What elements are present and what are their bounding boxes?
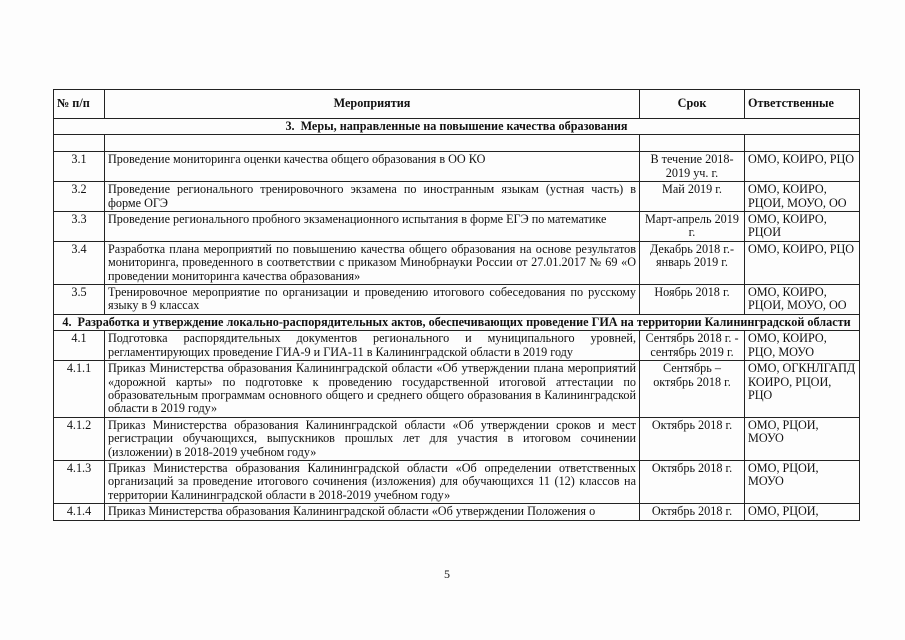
page-number: 5 bbox=[444, 567, 450, 581]
section-3-title: Меры, направленные на повышение качества образования bbox=[300, 119, 628, 133]
row-number: 4.1 bbox=[54, 331, 105, 361]
row-activity: Проведение регионального тренировочного экзамена по иностранным языкам (устная часть) в форме ОГЭ bbox=[105, 182, 640, 212]
row-responsible: ОМО, РЦОИ, bbox=[745, 504, 860, 520]
spacer-cell bbox=[640, 135, 745, 152]
section-3-heading bbox=[54, 119, 860, 135]
header-number: № п/п bbox=[54, 90, 105, 119]
row-activity: Проведение мониторинга оценки качества общего образования в ОО КО bbox=[105, 152, 640, 182]
row-activity: Проведение регионального пробного экзаменационного испытания в форме ЕГЭ по математике bbox=[105, 212, 640, 242]
table-row bbox=[54, 331, 860, 361]
activities-table bbox=[53, 89, 860, 521]
row-activity: Подготовка распорядительных документов регионального и муниципального уровней, регламентирующих проведение ГИА-9 и ГИА-11 в Калининградской области в 2019 году bbox=[105, 331, 640, 361]
row-responsible: ОМО, КОИРО, РЦОИ, МОУО, ОО bbox=[745, 285, 860, 315]
row-activity: Приказ Министерства образования Калининградской области «Об утверждении Положения о bbox=[105, 504, 640, 520]
section-4-heading bbox=[54, 314, 860, 330]
row-responsible: ОМО, КОИРО, РЦО, МОУО bbox=[745, 331, 860, 361]
row-activity: Приказ Министерства образования Калининградской области «Об определении ответственных организаций за проведение итогового сочинения (изложения) для обучающихся 11 (12) классов на территории Калининградской области в 2018-2019 учебном году» bbox=[105, 460, 640, 503]
row-number: 4.1.2 bbox=[54, 417, 105, 460]
row-activity: Приказ Министерства образования Калининградской области «Об утверждении плана мероприятий «дорожной карты» по подготовке к проведению государственной итоговой аттестации по образовательным программам основного общего и среднего общего образования в Калининградской области в 2019 году» bbox=[105, 361, 640, 418]
row-term: Ноябрь 2018 г. bbox=[640, 285, 745, 315]
row-term: Сентябрь 2018 г. - сентябрь 2019 г. bbox=[640, 331, 745, 361]
row-term: В течение 2018-2019 уч. г. bbox=[640, 152, 745, 182]
row-activity: Приказ Министерства образования Калининградской области «Об утверждении сроков и мест регистрации обучающихся, выпускников прошлых лет для участия в итоговом сочинении (изложении) в 2018-2019 учебном году» bbox=[105, 417, 640, 460]
row-responsible: ОМО, ОГКНЛГАПД КОИРО, РЦОИ, РЦО bbox=[745, 361, 860, 418]
table-header-row bbox=[54, 90, 860, 119]
spacer-cell bbox=[745, 135, 860, 152]
row-responsible: ОМО, КОИРО, РЦОИ, МОУО, ОО bbox=[745, 182, 860, 212]
header-activity: Мероприятия bbox=[105, 90, 640, 119]
section-3-number: 3. bbox=[285, 119, 295, 133]
table-row bbox=[54, 361, 860, 418]
spacer-cell bbox=[105, 135, 640, 152]
row-activity: Разработка плана мероприятий по повышению качества общего образования на основе результатов мониторинга, проведенного в соответствии с приказом Минобрнауки России от 27.01.2017 № 69 «О проведении мониторинга качества образования» bbox=[105, 241, 640, 284]
row-term: Декабрь 2018 г.- январь 2019 г. bbox=[640, 241, 745, 284]
row-number: 3.3 bbox=[54, 212, 105, 242]
row-term: Октябрь 2018 г. bbox=[640, 460, 745, 503]
row-responsible: ОМО, РЦОИ, МОУО bbox=[745, 460, 860, 503]
row-number: 3.4 bbox=[54, 241, 105, 284]
spacer-row bbox=[54, 135, 860, 152]
table-row bbox=[54, 460, 860, 503]
row-term: Май 2019 г. bbox=[640, 182, 745, 212]
row-term: Октябрь 2018 г. bbox=[640, 504, 745, 520]
row-number: 4.1.1 bbox=[54, 361, 105, 418]
table-row bbox=[54, 241, 860, 284]
row-number: 3.5 bbox=[54, 285, 105, 315]
row-term: Март-апрель 2019 г. bbox=[640, 212, 745, 242]
section-4-title: Разработка и утверждение локально-распорядительных актов, обеспечивающих проведение ГИА на территории Калининградской области bbox=[77, 314, 851, 329]
table-row bbox=[54, 504, 860, 520]
row-responsible: ОМО, РЦОИ, МОУО bbox=[745, 417, 860, 460]
row-number: 3.1 bbox=[54, 152, 105, 182]
section-heading-row bbox=[54, 119, 860, 135]
row-term: Октябрь 2018 г. bbox=[640, 417, 745, 460]
section-heading-row bbox=[54, 314, 860, 330]
header-term: Срок bbox=[640, 90, 745, 119]
row-activity: Тренировочное мероприятие по организации и проведению итогового собеседования по русскому языку в 9 классах bbox=[105, 285, 640, 315]
table-row bbox=[54, 417, 860, 460]
table-row bbox=[54, 212, 860, 242]
row-number: 4.1.4 bbox=[54, 504, 105, 520]
spacer-cell bbox=[54, 135, 105, 152]
row-term: Сентябрь – октябрь 2018 г. bbox=[640, 361, 745, 418]
table-row bbox=[54, 152, 860, 182]
row-responsible: ОМО, КОИРО, РЦО bbox=[745, 241, 860, 284]
header-responsible: Ответственные bbox=[745, 90, 860, 119]
row-number: 4.1.3 bbox=[54, 460, 105, 503]
row-responsible: ОМО, КОИРО, РЦО bbox=[745, 152, 860, 182]
section-4-number: 4. bbox=[62, 314, 72, 329]
table-row bbox=[54, 182, 860, 212]
table-row bbox=[54, 285, 860, 315]
row-number: 3.2 bbox=[54, 182, 105, 212]
row-responsible: ОМО, КОИРО, РЦОИ bbox=[745, 212, 860, 242]
